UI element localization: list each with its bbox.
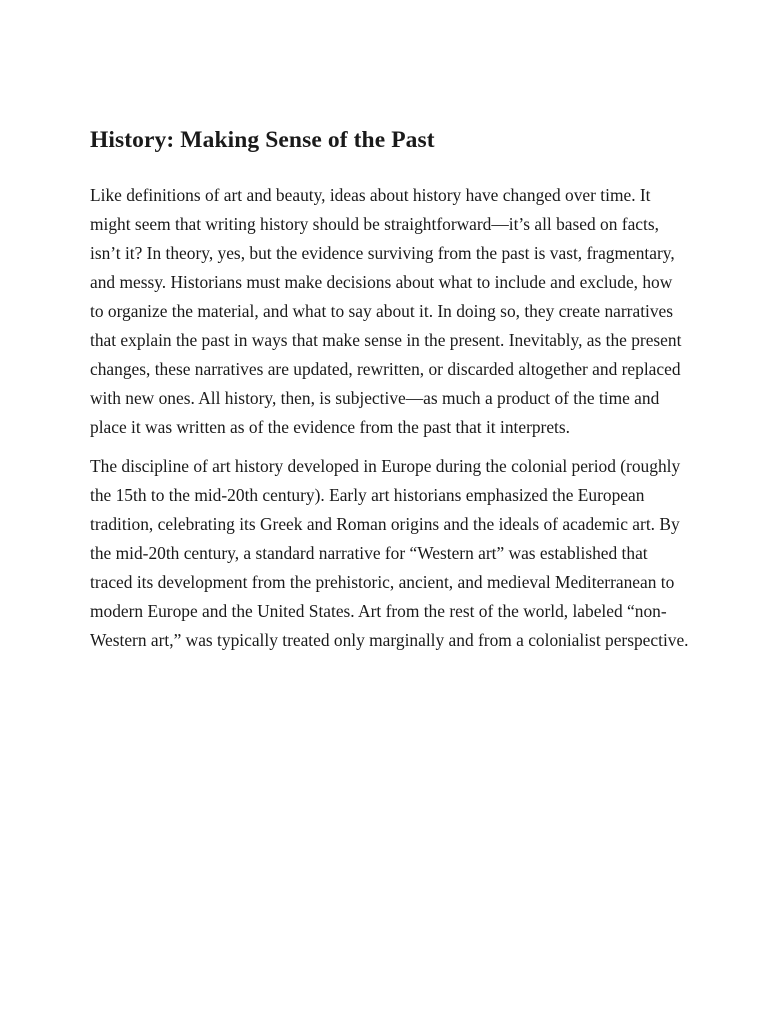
- paragraph-history-definition: Like definitions of art and beauty, ideas about history have changed over time. It might seem that writing history should be straightforward—it’s all based on facts, isn’t it? In theory, yes, but the evidence surviving from the past is vast, fragmentary, and messy. Historians must make decisions about what to include and exclude, how to organize the material, and what to say about it. In doing so, they create narratives that explain the past in ways that make sense in the present. Inevitably, as the present changes, these narratives are updated, rewritten, or discarded altogether and replaced with new ones. All history, then, is subjective—as much a product of the time and place it was written as of the evidence from the past that it interprets.: [90, 185, 682, 437]
- document-page: [90, 120, 690, 665]
- section-title: History: Making Sense of the Past: [90, 127, 435, 153]
- paragraph-art-history-discipline: The discipline of art history developed in Europe during the colonial period (roughly the 15th to the mid-20th century). Early art historians emphasized the European tradition, celebrating its Greek and Roman origins and the ideals of academic art. By the mid-20th century, a standard narrative for “Western art” was established that traced its development from the prehistoric, ancient, and medieval Mediterranean to modern Europe and the United States. Art from the rest of the world, labeled “non-Western art,” was typically treated only marginally and from a colonialist perspective.: [90, 456, 689, 650]
